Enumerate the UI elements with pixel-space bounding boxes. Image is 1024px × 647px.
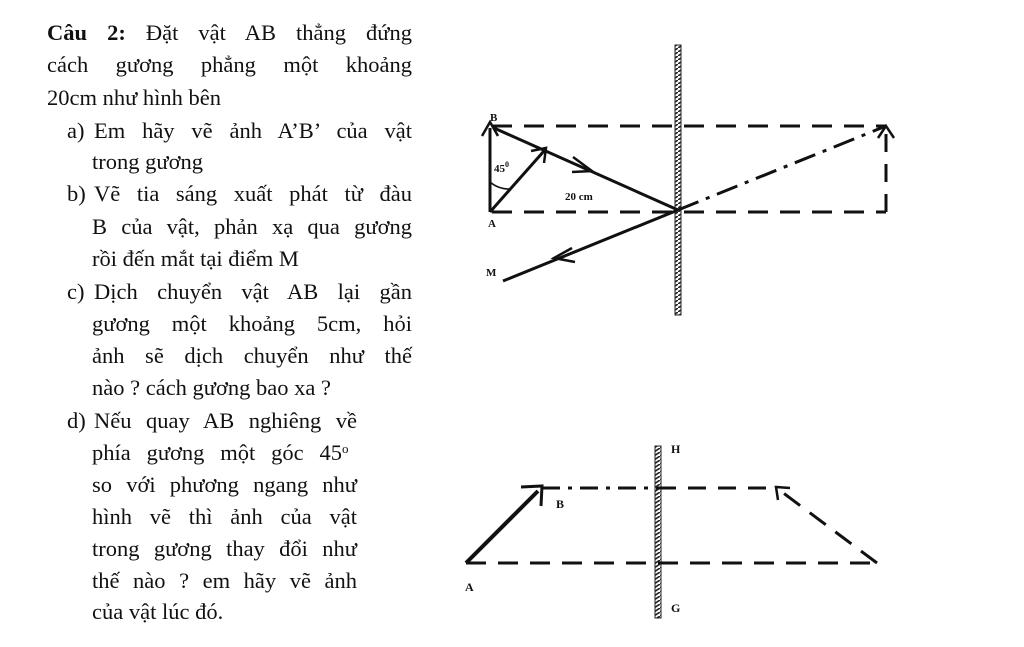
degree-superscript: o xyxy=(342,441,349,456)
part-a-line-1: Em hãy vẽ ảnh A’B’ của vật xyxy=(94,118,412,143)
fig1-angle-value: 45 xyxy=(494,163,505,175)
fig1-angle-label xyxy=(494,160,509,175)
part-c-marker: c) xyxy=(67,279,85,304)
part-b-line-2: B của vật, phản xạ qua gương xyxy=(92,214,412,239)
virtual-ray-extension xyxy=(678,126,886,210)
question-intro-1: Đặt vật AB thẳng đứng xyxy=(145,20,413,45)
fig1-label-m: M xyxy=(486,267,497,279)
mirror-2 xyxy=(655,446,661,618)
fig2-label-g: G xyxy=(671,601,681,615)
figure-2 xyxy=(465,442,877,618)
fig1-label-a: A xyxy=(488,218,496,230)
question-intro-3: 20cm như hình bên xyxy=(47,85,222,110)
mirror-1 xyxy=(675,45,681,315)
fig2-label-h: H xyxy=(671,442,681,456)
question-heading: Câu 2: xyxy=(47,20,126,45)
fig1-label-b: B xyxy=(490,112,498,124)
fig1-distance-label: 20 cm xyxy=(565,191,593,203)
part-d-line-4: hình vẽ thì ảnh của vật xyxy=(92,504,357,529)
part-d-line-6: thế nào ? em hãy vẽ ảnh xyxy=(92,568,357,593)
fig2-image-ab xyxy=(782,492,877,563)
question-intro-2: cách gương phẳng một khoảng xyxy=(47,52,412,77)
angled-arrow-45 xyxy=(490,151,544,212)
part-d-line-3: so với phương ngang như xyxy=(92,472,357,497)
angle-arc xyxy=(490,182,510,189)
reflected-ray xyxy=(503,210,678,281)
part-d-line-2-text: phía gương một góc 45 xyxy=(92,440,342,465)
part-d-line-5: trong gương thay đổi như xyxy=(92,536,357,561)
part-c-line-1: Dịch chuyển vật AB lại gần xyxy=(94,279,412,304)
part-b-line-1: Vẽ tia sáng xuất phát từ đàu xyxy=(94,181,412,206)
part-d-line-7: của vật lúc đó. xyxy=(92,599,224,624)
part-c-line-3: ảnh sẽ dịch chuyển như thế xyxy=(92,343,412,368)
inclined-object-ab xyxy=(466,491,538,563)
fig2-label-a: A xyxy=(465,580,474,594)
part-a-marker: a) xyxy=(67,118,85,143)
figure-1 xyxy=(482,45,894,315)
part-b-marker: b) xyxy=(67,181,86,206)
part-d-marker: d) xyxy=(67,408,86,433)
part-a-line-2: trong gương xyxy=(92,149,203,174)
part-d-line-1: Nếu quay AB nghiêng về xyxy=(94,408,357,433)
fig1-angle-sup: 0 xyxy=(505,160,509,169)
fig2-label-b: B xyxy=(556,497,565,511)
part-b-line-3: rồi đến mắt tại điểm M xyxy=(92,246,299,271)
part-c-line-4: nào ? cách gương bao xa ? xyxy=(92,375,331,400)
part-c-line-2: gương một khoảng 5cm, hỏi xyxy=(92,311,412,336)
